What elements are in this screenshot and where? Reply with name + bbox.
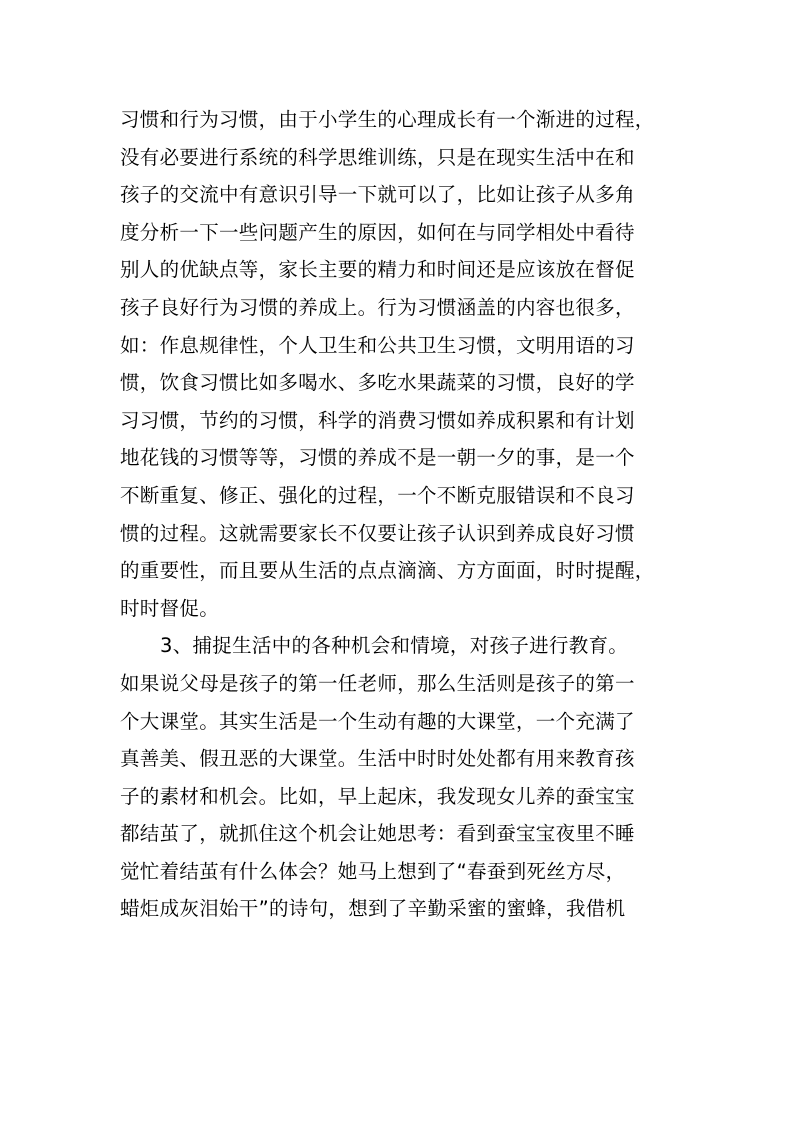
text-line: 惯，饮食习惯比如多喝水、多吃水果蔬菜的习惯，良好的学 — [120, 371, 635, 395]
text-line: 孩子的交流中有意识引导一下就可以了，比如让孩子从多角 — [120, 183, 635, 207]
section-heading: 3、捕捉生活中的各种机会和情境，对孩子进行教育。 — [160, 634, 629, 658]
text-line: 蜡炬成灰泪始干”的诗句，想到了辛勤采蜜的蜜蜂，我借机 — [120, 897, 626, 921]
text-line: 的重要性，而且要从生活的点点滴滴、方方面面，时时提醒， — [120, 559, 655, 583]
text-line: 真善美、假丑恶的大课堂。生活中时时处处都有用来教育孩 — [120, 747, 635, 771]
text-line: 子的素材和机会。比如，早上起床，我发现女儿养的蚕宝宝 — [120, 784, 635, 808]
text-line: 孩子良好行为习惯的养成上。行为习惯涵盖的内容也很多， — [120, 295, 635, 319]
text-line: 地花钱的习惯等等，习惯的养成不是一朝一夕的事，是一个 — [120, 446, 635, 470]
text-line: 习惯和行为习惯，由于小学生的心理成长有一个渐进的过程， — [120, 108, 655, 131]
text-line: 都结茧了，就抓住这个机会让她思考：看到蚕宝宝夜里不睡 — [120, 822, 635, 846]
text-line: 度分析一下一些问题产生的原因，如何在与同学相处中看待 — [120, 220, 635, 244]
text-line: 觉忙着结茧有什么体会？她马上想到了“春蚕到死丝方尽， — [120, 859, 626, 883]
body-text — [120, 101, 680, 928]
text-line: 如果说父母是孩子的第一任老师，那么生活则是孩子的第一 — [120, 671, 635, 695]
text-line: 不断重复、修正、强化的过程，一个不断克服错误和不良习 — [120, 483, 635, 507]
text-line: 时时督促。 — [120, 596, 220, 620]
text-line: 惯的过程。这就需要家长不仅要让孩子认识到养成良好习惯 — [120, 521, 635, 545]
text-line: 如：作息规律性，个人卫生和公共卫生习惯，文明用语的习 — [120, 333, 635, 357]
text-line: 习习惯，节约的习惯，科学的消费习惯如养成积累和有计划 — [120, 408, 635, 432]
text-line: 没有必要进行系统的科学思维训练，只是在现实生活中在和 — [120, 145, 635, 169]
text-line: 别人的优缺点等，家长主要的精力和时间还是应该放在督促 — [120, 258, 635, 282]
text-line: 个大课堂。其实生活是一个生动有趣的大课堂，一个充满了 — [120, 709, 635, 733]
